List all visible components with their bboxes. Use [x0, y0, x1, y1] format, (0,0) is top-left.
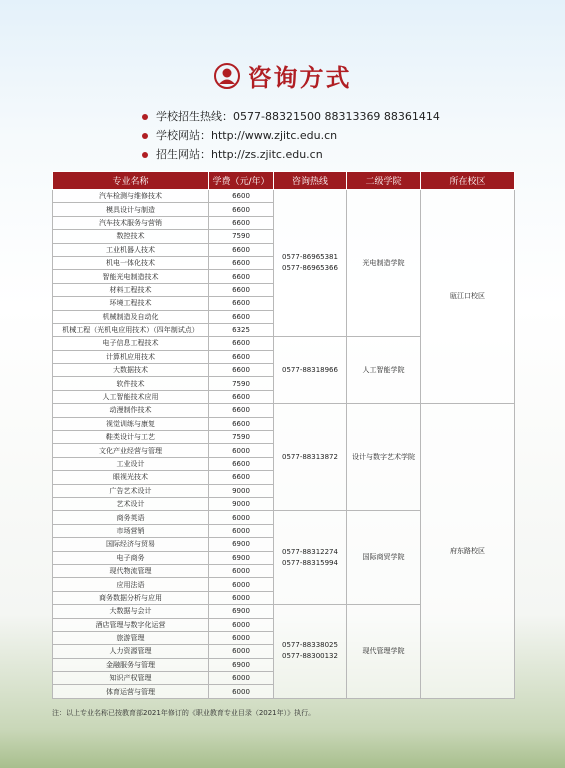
major-name: 人工智能技术应用 — [53, 390, 209, 403]
college-hotline: 0577-88338025 0577-88300132 — [274, 605, 347, 699]
major-fee: 6000 — [209, 618, 274, 631]
major-fee: 6000 — [209, 564, 274, 577]
major-fee: 6600 — [209, 404, 274, 417]
major-fee: 7590 — [209, 230, 274, 243]
major-fee: 6600 — [209, 390, 274, 403]
contact-item — [142, 145, 440, 164]
major-name: 电子商务 — [53, 551, 209, 564]
college-hotline: 0577-88318966 — [274, 337, 347, 404]
major-fee: 6000 — [209, 578, 274, 591]
major-name: 商务英语 — [53, 511, 209, 524]
campus-name: 瓯江口校区 — [421, 190, 515, 404]
page-title: 咨询方式 — [247, 64, 352, 92]
major-name: 鞋类设计与工艺 — [53, 431, 209, 444]
contact-admission-website[interactable]: 招生网站：http://zs.zjitc.edu.cn — [156, 148, 323, 161]
major-fee: 6000 — [209, 524, 274, 537]
major-fee: 6900 — [209, 538, 274, 551]
majors-table — [52, 171, 515, 699]
major-fee: 6600 — [209, 256, 274, 269]
major-name: 机械制造及自动化 — [53, 310, 209, 323]
major-name: 人力资源管理 — [53, 645, 209, 658]
major-name: 大数据技术 — [53, 364, 209, 377]
major-name: 汽车技术服务与营销 — [53, 216, 209, 229]
major-fee: 6600 — [209, 283, 274, 296]
major-fee: 6600 — [209, 270, 274, 283]
college-name: 设计与数字艺术学院 — [347, 404, 421, 511]
major-fee: 6000 — [209, 511, 274, 524]
major-fee: 6600 — [209, 243, 274, 256]
major-name: 动漫制作技术 — [53, 404, 209, 417]
footnote: 注：以上专业名称已按教育部2021年修订的《职业教育专业目录（2021年）》执行。 — [52, 709, 316, 717]
table-row — [53, 190, 515, 203]
contact-list — [142, 107, 440, 164]
major-fee: 6600 — [209, 364, 274, 377]
bullet-icon — [142, 133, 148, 139]
college-hotline: 0577-88313872 — [274, 404, 347, 511]
major-fee: 6000 — [209, 672, 274, 685]
major-name: 现代物流管理 — [53, 564, 209, 577]
major-name: 模具设计与制造 — [53, 203, 209, 216]
major-fee: 7590 — [209, 431, 274, 444]
bullet-icon — [142, 152, 148, 158]
header-fee: 学费（元/年） — [209, 172, 274, 190]
college-name: 人工智能学院 — [347, 337, 421, 404]
major-fee: 6600 — [209, 350, 274, 363]
major-name: 视觉训练与康复 — [53, 417, 209, 430]
table-body — [53, 190, 515, 699]
major-fee: 6600 — [209, 471, 274, 484]
college-hotline: 0577-88312274 0577-88315994 — [274, 511, 347, 605]
major-name: 软件技术 — [53, 377, 209, 390]
campus-name: 府东路校区 — [421, 404, 515, 699]
table-header-row — [53, 172, 515, 190]
major-fee: 9000 — [209, 497, 274, 510]
major-name: 电子信息工程技术 — [53, 337, 209, 350]
college-hotline: 0577-86965381 0577-86965366 — [274, 190, 347, 337]
major-fee: 6900 — [209, 605, 274, 618]
major-name: 计算机应用技术 — [53, 350, 209, 363]
contact-item — [142, 126, 440, 145]
major-name: 知识产权管理 — [53, 672, 209, 685]
college-name: 国际商贸学院 — [347, 511, 421, 605]
major-name: 智能光电制造技术 — [53, 270, 209, 283]
major-name: 金融服务与管理 — [53, 658, 209, 671]
major-fee: 6600 — [209, 203, 274, 216]
major-name: 酒店管理与数字化运营 — [53, 618, 209, 631]
major-name: 数控技术 — [53, 230, 209, 243]
major-name: 大数据与会计 — [53, 605, 209, 618]
major-name: 汽车检测与维修技术 — [53, 190, 209, 203]
header-college: 二级学院 — [347, 172, 421, 190]
major-name: 机械工程（光机电应用技术）（四年制试点） — [53, 323, 209, 336]
user-contact-icon — [214, 63, 240, 89]
major-fee: 6000 — [209, 631, 274, 644]
bullet-icon — [142, 114, 148, 120]
table-row — [53, 404, 515, 417]
contact-website[interactable]: 学校网站：http://www.zjitc.edu.cn — [156, 129, 338, 142]
major-fee: 6600 — [209, 216, 274, 229]
header-hotline: 咨询热线 — [274, 172, 347, 190]
major-fee: 6600 — [209, 190, 274, 203]
page-title-group — [214, 58, 352, 93]
major-name: 国际经济与贸易 — [53, 538, 209, 551]
major-fee: 6000 — [209, 591, 274, 604]
major-name: 机电一体化技术 — [53, 256, 209, 269]
major-name: 应用法语 — [53, 578, 209, 591]
major-fee: 6600 — [209, 297, 274, 310]
college-name: 现代管理学院 — [347, 605, 421, 699]
major-fee: 6000 — [209, 444, 274, 457]
major-fee: 7590 — [209, 377, 274, 390]
major-name: 艺术设计 — [53, 497, 209, 510]
major-name: 工业机器人技术 — [53, 243, 209, 256]
major-fee: 6600 — [209, 457, 274, 470]
major-name: 材料工程技术 — [53, 283, 209, 296]
major-fee: 9000 — [209, 484, 274, 497]
major-name: 体育运营与管理 — [53, 685, 209, 698]
major-fee: 6900 — [209, 551, 274, 564]
major-fee: 6600 — [209, 337, 274, 350]
major-name: 广告艺术设计 — [53, 484, 209, 497]
major-fee: 6600 — [209, 417, 274, 430]
major-name: 文化产业经营与管理 — [53, 444, 209, 457]
major-fee: 6000 — [209, 685, 274, 698]
major-name: 旅游管理 — [53, 631, 209, 644]
college-name: 光电制造学院 — [347, 190, 421, 337]
major-name: 市场营销 — [53, 524, 209, 537]
major-name: 工业设计 — [53, 457, 209, 470]
header — [0, 58, 565, 93]
major-name: 眼视光技术 — [53, 471, 209, 484]
contact-item — [142, 107, 440, 126]
contact-hotline: 学校招生热线：0577-88321500 88313369 88361414 — [156, 110, 440, 123]
major-fee: 6325 — [209, 323, 274, 336]
header-major: 专业名称 — [53, 172, 209, 190]
major-fee: 6900 — [209, 658, 274, 671]
header-campus: 所在校区 — [421, 172, 515, 190]
major-name: 环境工程技术 — [53, 297, 209, 310]
major-fee: 6000 — [209, 645, 274, 658]
major-name: 商务数据分析与应用 — [53, 591, 209, 604]
major-fee: 6600 — [209, 310, 274, 323]
